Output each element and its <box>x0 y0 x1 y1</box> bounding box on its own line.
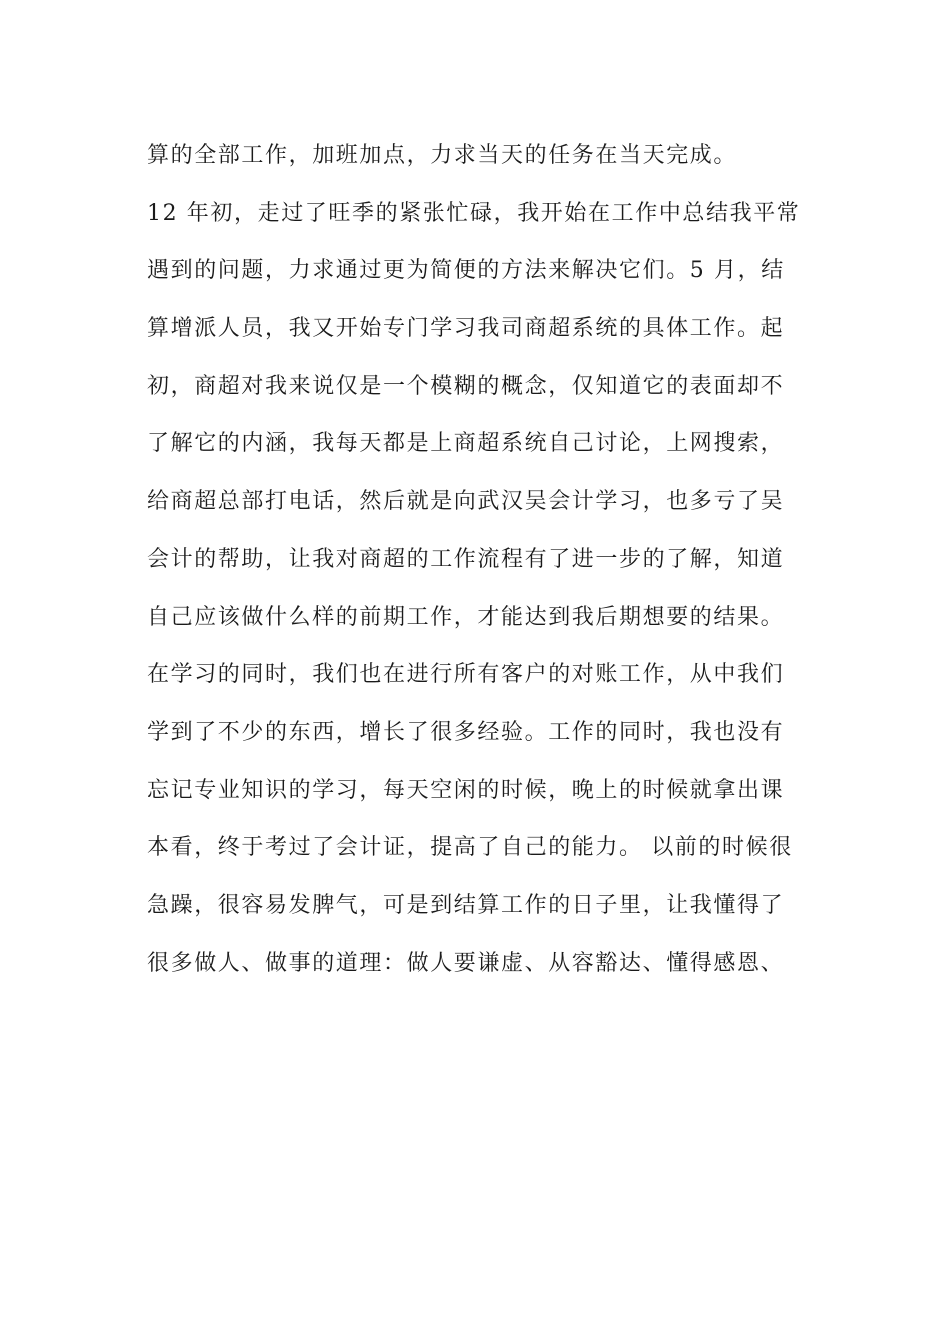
text-line: 本看，终于考过了会计证，提高了自己的能力。 以前的时候很 <box>147 835 793 861</box>
text-line: 急躁，很容易发脾气，可是到结算工作的日子里，让我懂得了 <box>147 892 785 918</box>
body-text <box>147 127 807 992</box>
text-line: 算的全部工作，加班加点，力求当天的任务在当天完成。 <box>147 143 738 168</box>
text-line: 算增派人员，我又开始专门学习我司商超系统的具体工作。起 <box>147 316 785 342</box>
text-line: 12 年初，走过了旺季的紧张忙碌，我开始在工作中总结我平常 <box>147 200 801 226</box>
text-line: 了解它的内涵，我每天都是上商超系统自己讨论，上网搜索， <box>147 431 785 457</box>
text-line: 忘记专业知识的学习，每天空闲的时候，晚上的时候就拿出课 <box>147 777 785 803</box>
text-line: 会计的帮助，让我对商超的工作流程有了进一步的了解，知道 <box>147 546 785 572</box>
text-line: 初，商超对我来说仅是一个模糊的概念，仅知道它的表面却不 <box>147 373 785 399</box>
text-line: 很多做人、做事的道理：做人要谦虚、从容豁达、懂得感恩、 <box>147 950 785 976</box>
text-line: 在学习的同时，我们也在进行所有客户的对账工作，从中我们 <box>147 662 785 688</box>
text-line: 自己应该做什么样的前期工作，才能达到我后期想要的结果。 <box>147 604 785 630</box>
text-line: 遇到的问题，力求通过更为简便的方法来解决它们。5 月，结 <box>147 258 785 284</box>
text-line: 学到了不少的东西，增长了很多经验。工作的同时，我也没有 <box>147 719 785 745</box>
text-line: 给商超总部打电话，然后就是向武汉吴会计学习，也多亏了吴 <box>147 489 785 515</box>
